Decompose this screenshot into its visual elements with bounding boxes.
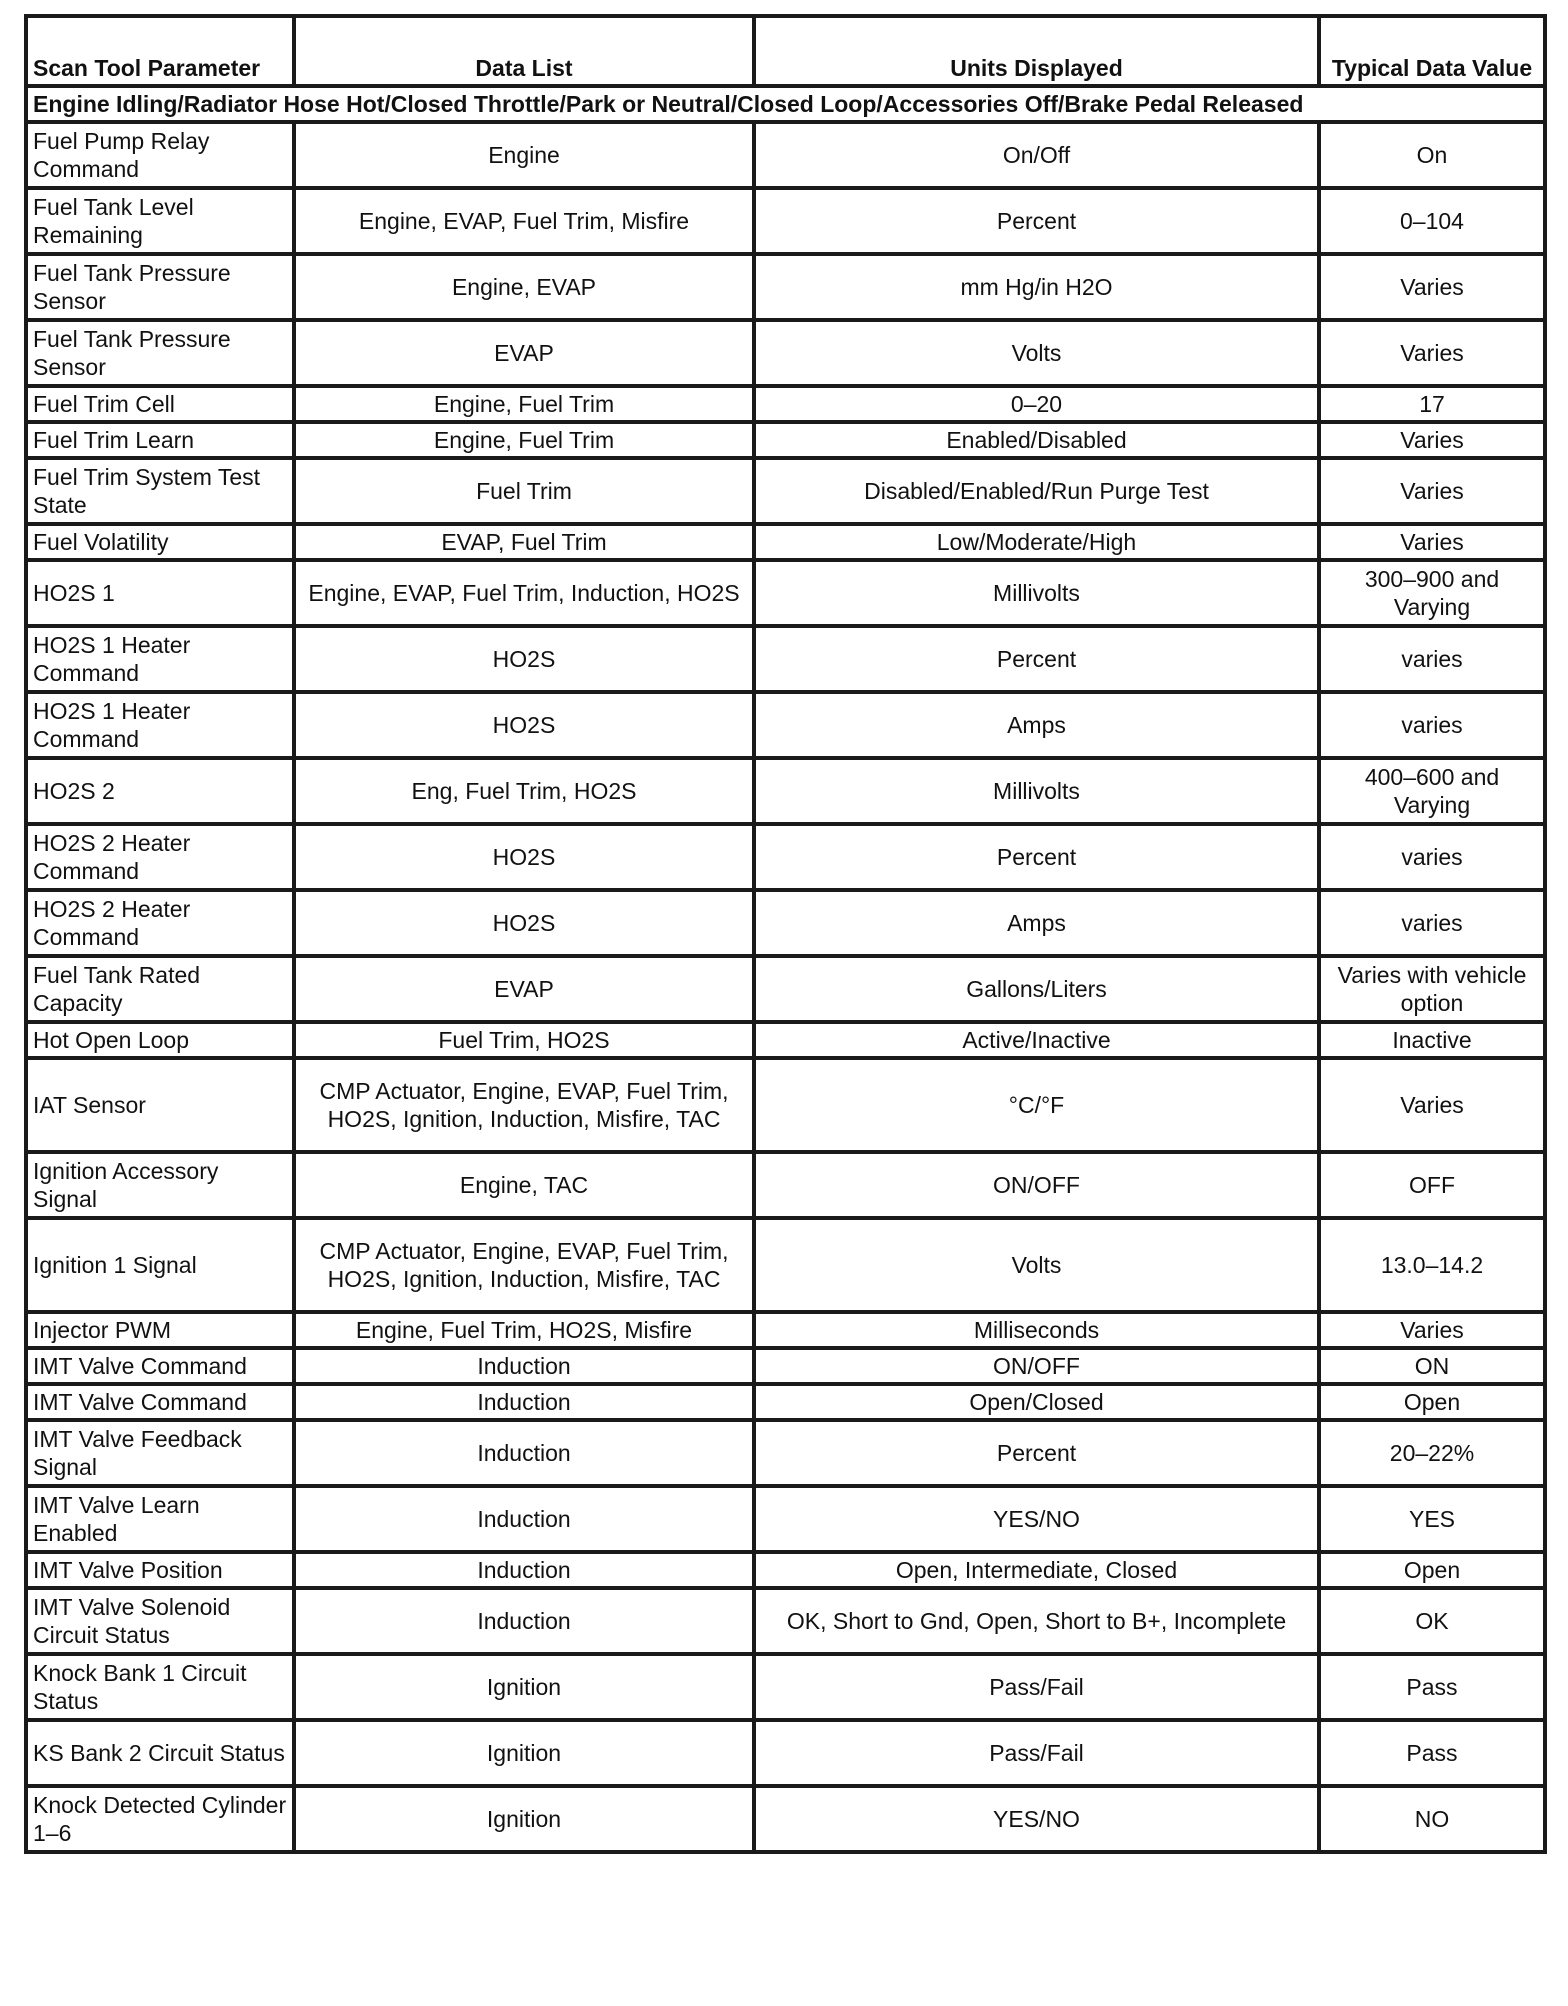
parameter-cell: Fuel Tank Pressure Sensor	[26, 254, 294, 320]
typical-value-cell: Varies	[1319, 458, 1545, 524]
units-cell: ON/OFF	[754, 1348, 1319, 1384]
data-list-cell: HO2S	[294, 692, 754, 758]
units-cell: Percent	[754, 824, 1319, 890]
units-cell: Amps	[754, 692, 1319, 758]
scan-tool-data-table	[24, 14, 1547, 1854]
table-row	[26, 956, 1545, 1022]
typical-value-cell: Open	[1319, 1384, 1545, 1420]
typical-value-cell: NO	[1319, 1786, 1545, 1852]
typical-value-cell: On	[1319, 122, 1545, 188]
data-list-cell: Engine, Fuel Trim	[294, 386, 754, 422]
parameter-cell: HO2S 2 Heater Command	[26, 890, 294, 956]
parameter-cell: IMT Valve Command	[26, 1384, 294, 1420]
document-page	[24, 14, 1543, 1854]
typical-value-cell: Open	[1319, 1552, 1545, 1588]
units-cell: Millivolts	[754, 560, 1319, 626]
parameter-cell: Knock Bank 1 Circuit Status	[26, 1654, 294, 1720]
units-cell: Millivolts	[754, 758, 1319, 824]
typical-value-cell: Varies	[1319, 422, 1545, 458]
units-cell: Pass/Fail	[754, 1654, 1319, 1720]
parameter-cell: Fuel Trim Cell	[26, 386, 294, 422]
typical-value-cell: Varies	[1319, 1058, 1545, 1152]
header-typical-data-value: Typical Data Value	[1319, 16, 1545, 86]
parameter-cell: Ignition 1 Signal	[26, 1218, 294, 1312]
table-row	[26, 1786, 1545, 1852]
table-row	[26, 1588, 1545, 1654]
typical-value-cell: Pass	[1319, 1720, 1545, 1786]
units-cell: Percent	[754, 626, 1319, 692]
table-row	[26, 692, 1545, 758]
table-row	[26, 1312, 1545, 1348]
units-cell: Enabled/Disabled	[754, 422, 1319, 458]
typical-value-cell: OK	[1319, 1588, 1545, 1654]
table-row	[26, 1152, 1545, 1218]
parameter-cell: Fuel Trim System Test State	[26, 458, 294, 524]
data-list-cell: EVAP, Fuel Trim	[294, 524, 754, 560]
data-list-cell: Engine, TAC	[294, 1152, 754, 1218]
data-list-cell: Induction	[294, 1420, 754, 1486]
data-list-cell: HO2S	[294, 890, 754, 956]
units-cell: Low/Moderate/High	[754, 524, 1319, 560]
table-row	[26, 1384, 1545, 1420]
typical-value-cell: Pass	[1319, 1654, 1545, 1720]
data-list-cell: Induction	[294, 1486, 754, 1552]
data-list-cell: Engine, EVAP	[294, 254, 754, 320]
table-row	[26, 1058, 1545, 1152]
units-cell: ON/OFF	[754, 1152, 1319, 1218]
data-list-cell: Engine, Fuel Trim	[294, 422, 754, 458]
units-cell: Percent	[754, 1420, 1319, 1486]
table-row	[26, 1720, 1545, 1786]
data-list-cell: EVAP	[294, 956, 754, 1022]
parameter-cell: IAT Sensor	[26, 1058, 294, 1152]
data-list-cell: Induction	[294, 1588, 754, 1654]
typical-value-cell: varies	[1319, 626, 1545, 692]
data-list-cell: EVAP	[294, 320, 754, 386]
parameter-cell: HO2S 1	[26, 560, 294, 626]
parameter-cell: Fuel Pump Relay Command	[26, 122, 294, 188]
units-cell: Volts	[754, 1218, 1319, 1312]
data-list-cell: CMP Actuator, Engine, EVAP, Fuel Trim, HO2S, Ignition, Induction, Misfire, TAC	[294, 1218, 754, 1312]
typical-value-cell: ON	[1319, 1348, 1545, 1384]
parameter-cell: Fuel Tank Rated Capacity	[26, 956, 294, 1022]
units-cell: Amps	[754, 890, 1319, 956]
typical-value-cell: varies	[1319, 890, 1545, 956]
units-cell: 0–20	[754, 386, 1319, 422]
table-row	[26, 758, 1545, 824]
units-cell: Open/Closed	[754, 1384, 1319, 1420]
typical-value-cell: varies	[1319, 824, 1545, 890]
parameter-cell: KS Bank 2 Circuit Status	[26, 1720, 294, 1786]
units-cell: On/Off	[754, 122, 1319, 188]
data-list-cell: Fuel Trim	[294, 458, 754, 524]
typical-value-cell: Varies	[1319, 254, 1545, 320]
parameter-cell: Knock Detected Cylinder 1–6	[26, 1786, 294, 1852]
units-cell: Active/Inactive	[754, 1022, 1319, 1058]
operating-condition: Engine Idling/Radiator Hose Hot/Closed Throttle/Park or Neutral/Closed Loop/Accessories Off/Brake Pedal Released	[26, 86, 1545, 122]
typical-value-cell: Inactive	[1319, 1022, 1545, 1058]
typical-value-cell: YES	[1319, 1486, 1545, 1552]
header-scan-tool-parameter: Scan Tool Parameter	[26, 16, 294, 86]
data-list-cell: HO2S	[294, 626, 754, 692]
parameter-cell: Ignition Accessory Signal	[26, 1152, 294, 1218]
typical-value-cell: Varies	[1319, 1312, 1545, 1348]
units-cell: YES/NO	[754, 1786, 1319, 1852]
units-cell: Milliseconds	[754, 1312, 1319, 1348]
data-list-cell: Engine, EVAP, Fuel Trim, Misfire	[294, 188, 754, 254]
table-row	[26, 386, 1545, 422]
table-row	[26, 1486, 1545, 1552]
parameter-cell: HO2S 2 Heater Command	[26, 824, 294, 890]
units-cell: Pass/Fail	[754, 1720, 1319, 1786]
table-row	[26, 824, 1545, 890]
typical-value-cell: 0–104	[1319, 188, 1545, 254]
parameter-cell: IMT Valve Learn Enabled	[26, 1486, 294, 1552]
parameter-cell: Fuel Tank Pressure Sensor	[26, 320, 294, 386]
data-list-cell: Fuel Trim, HO2S	[294, 1022, 754, 1058]
parameter-cell: HO2S 1 Heater Command	[26, 626, 294, 692]
parameter-cell: IMT Valve Command	[26, 1348, 294, 1384]
table-row	[26, 1348, 1545, 1384]
data-list-cell: Ignition	[294, 1720, 754, 1786]
data-list-cell: HO2S	[294, 824, 754, 890]
units-cell: Percent	[754, 188, 1319, 254]
table-row	[26, 458, 1545, 524]
table-row	[26, 320, 1545, 386]
parameter-cell: Injector PWM	[26, 1312, 294, 1348]
table-row	[26, 1022, 1545, 1058]
parameter-cell: HO2S 1 Heater Command	[26, 692, 294, 758]
typical-value-cell: OFF	[1319, 1152, 1545, 1218]
data-list-cell: Engine, Fuel Trim, HO2S, Misfire	[294, 1312, 754, 1348]
parameter-cell: IMT Valve Position	[26, 1552, 294, 1588]
header-row	[26, 16, 1545, 86]
parameter-cell: HO2S 2	[26, 758, 294, 824]
table-row	[26, 422, 1545, 458]
parameter-cell: Fuel Trim Learn	[26, 422, 294, 458]
header-data-list: Data List	[294, 16, 754, 86]
data-list-cell: CMP Actuator, Engine, EVAP, Fuel Trim, HO2S, Ignition, Induction, Misfire, TAC	[294, 1058, 754, 1152]
units-cell: Gallons/Liters	[754, 956, 1319, 1022]
units-cell: YES/NO	[754, 1486, 1319, 1552]
typical-value-cell: 400–600 and Varying	[1319, 758, 1545, 824]
table-row	[26, 1552, 1545, 1588]
data-list-cell: Engine	[294, 122, 754, 188]
operating-condition-row	[26, 86, 1545, 122]
parameter-cell: IMT Valve Solenoid Circuit Status	[26, 1588, 294, 1654]
typical-value-cell: 13.0–14.2	[1319, 1218, 1545, 1312]
table-row	[26, 254, 1545, 320]
units-cell: mm Hg/in H2O	[754, 254, 1319, 320]
table-row	[26, 122, 1545, 188]
data-list-cell: Induction	[294, 1552, 754, 1588]
table-row	[26, 560, 1545, 626]
typical-value-cell: Varies with vehicle option	[1319, 956, 1545, 1022]
table-row	[26, 890, 1545, 956]
typical-value-cell: Varies	[1319, 320, 1545, 386]
typical-value-cell: 17	[1319, 386, 1545, 422]
table-row	[26, 1218, 1545, 1312]
header-units-displayed: Units Displayed	[754, 16, 1319, 86]
data-list-cell: Ignition	[294, 1654, 754, 1720]
parameter-cell: IMT Valve Feedback Signal	[26, 1420, 294, 1486]
data-list-cell: Ignition	[294, 1786, 754, 1852]
table-row	[26, 524, 1545, 560]
typical-value-cell: varies	[1319, 692, 1545, 758]
parameter-cell: Hot Open Loop	[26, 1022, 294, 1058]
units-cell: Volts	[754, 320, 1319, 386]
typical-value-cell: 300–900 and Varying	[1319, 560, 1545, 626]
data-list-cell: Eng, Fuel Trim, HO2S	[294, 758, 754, 824]
typical-value-cell: Varies	[1319, 524, 1545, 560]
units-cell: Disabled/Enabled/Run Purge Test	[754, 458, 1319, 524]
units-cell: OK, Short to Gnd, Open, Short to B+, Incomplete	[754, 1588, 1319, 1654]
data-list-cell: Engine, EVAP, Fuel Trim, Induction, HO2S	[294, 560, 754, 626]
units-cell: Open, Intermediate, Closed	[754, 1552, 1319, 1588]
table-row	[26, 188, 1545, 254]
parameter-cell: Fuel Tank Level Remaining	[26, 188, 294, 254]
parameter-cell: Fuel Volatility	[26, 524, 294, 560]
units-cell: °C/°F	[754, 1058, 1319, 1152]
table-row	[26, 1420, 1545, 1486]
table-row	[26, 1654, 1545, 1720]
data-list-cell: Induction	[294, 1384, 754, 1420]
data-list-cell: Induction	[294, 1348, 754, 1384]
table-row	[26, 626, 1545, 692]
typical-value-cell: 20–22%	[1319, 1420, 1545, 1486]
